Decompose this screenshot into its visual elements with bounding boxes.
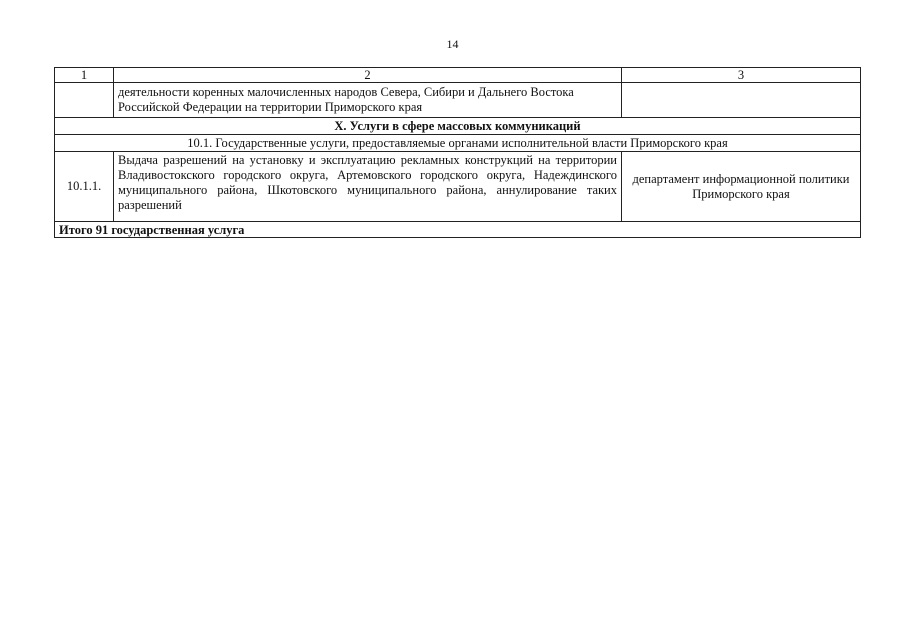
subsection-row [55, 135, 861, 152]
continuation-text-cell: деятельности коренных малочисленных народов Севера, Сибири и Дальнего Востока Российской Федерации на территории Приморского края [114, 83, 622, 118]
column-header-3: 3 [622, 68, 861, 83]
table-header-row [55, 68, 861, 83]
service-department: департамент информационной политики Приморского края [622, 152, 861, 222]
column-header-2: 2 [114, 68, 622, 83]
total-text: Итого 91 государственная услуга [55, 222, 861, 238]
section-row [55, 118, 861, 135]
service-description: Выдача разрешений на установку и эксплуатацию рекламных конструкций на территории Владивостокского городского округа, Артемовского городского округа, Надеждинского муниципального района, Шкотовского муниципального района, аннулирование таких разрешений [114, 152, 622, 222]
service-row [55, 152, 861, 222]
continuation-department-cell [622, 83, 861, 118]
service-number: 10.1.1. [55, 152, 114, 222]
continuation-number-cell [55, 83, 114, 118]
subsection-title: 10.1. Государственные услуги, предоставляемые органами исполнительной власти Приморского края [55, 135, 861, 152]
services-table [54, 67, 861, 238]
continuation-row [55, 83, 861, 118]
column-header-1: 1 [55, 68, 114, 83]
total-row [55, 222, 861, 238]
page-number: 14 [446, 37, 459, 51]
section-title: X. Услуги в сфере массовых коммуникаций [55, 118, 861, 135]
